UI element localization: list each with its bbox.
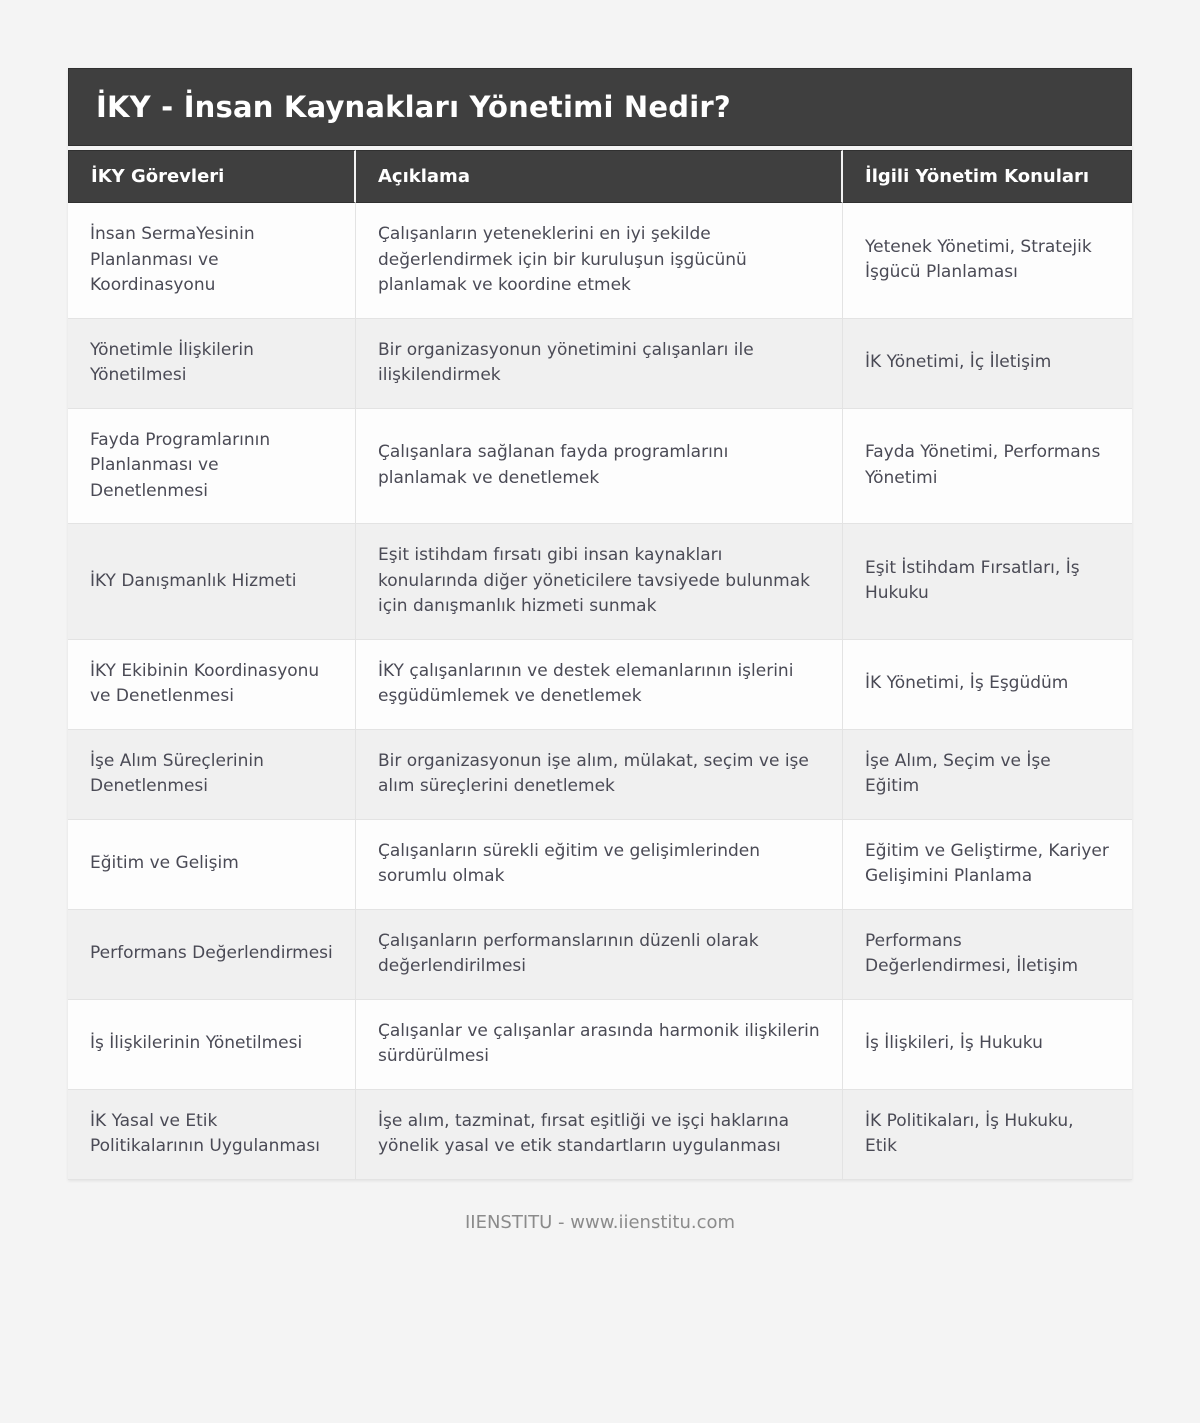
task-cell: İK Yasal ve Etik Politikalarının Uygulanması [68, 1090, 356, 1180]
description-cell: Eşit istihdam fırsatı gibi insan kaynakları konularında diğer yöneticilere tavsiyede bulunmak için danışmanlık hizmeti sunmak [356, 524, 843, 640]
description-cell: İKY çalışanlarının ve destek elemanlarının işlerini eşgüdümlemek ve denetlemek [356, 640, 843, 730]
description-cell: Çalışanlar ve çalışanlar arasında harmonik ilişkilerin sürdürülmesi [356, 1000, 843, 1090]
topics-cell: İş İlişkileri, İş Hukuku [843, 1000, 1132, 1090]
description-cell: Çalışanların yeteneklerini en iyi şekilde değerlendirmek için bir kuruluşun işgücünü planlamak ve koordine etmek [356, 203, 843, 319]
table-row [68, 203, 1132, 319]
topics-cell: İşe Alım, Seçim ve İşe Eğitim [843, 730, 1132, 820]
table-row [68, 820, 1132, 910]
hr-info-card [68, 68, 1132, 1180]
hr-duties-table [68, 150, 1132, 1180]
table-row [68, 640, 1132, 730]
table-body [68, 203, 1132, 1180]
description-cell: Bir organizasyonun yönetimini çalışanları ile ilişkilendirmek [356, 319, 843, 409]
task-cell: Performans Değerlendirmesi [68, 910, 356, 1000]
column-header-description: Açıklama [356, 150, 843, 203]
task-cell: Eğitim ve Gelişim [68, 820, 356, 910]
task-cell: İşe Alım Süreçlerinin Denetlenmesi [68, 730, 356, 820]
description-cell: İşe alım, tazminat, fırsat eşitliği ve işçi haklarına yönelik yasal ve etik standartların uygulanması [356, 1090, 843, 1180]
task-cell: İKY Ekibinin Koordinasyonu ve Denetlenmesi [68, 640, 356, 730]
topics-cell: Performans Değerlendirmesi, İletişim [843, 910, 1132, 1000]
description-cell: Çalışanlara sağlanan fayda programlarını planlamak ve denetlemek [356, 409, 843, 525]
topics-cell: İK Yönetimi, İş Eşgüdüm [843, 640, 1132, 730]
topics-cell: İK Politikaları, İş Hukuku, Etik [843, 1090, 1132, 1180]
header-row [68, 150, 1132, 203]
table-row [68, 409, 1132, 525]
table-row [68, 1000, 1132, 1090]
column-header-topics: İlgili Yönetim Konuları [843, 150, 1132, 203]
table-row [68, 319, 1132, 409]
table-row [68, 1090, 1132, 1180]
task-cell: İnsan SermaYesinin Planlanması ve Koordinasyonu [68, 203, 356, 319]
table-row [68, 524, 1132, 640]
topics-cell: Eğitim ve Geliştirme, Kariyer Gelişimini Planlama [843, 820, 1132, 910]
topics-cell: Yetenek Yönetimi, Stratejik İşgücü Planlaması [843, 203, 1132, 319]
table-header [68, 150, 1132, 203]
topics-cell: Fayda Yönetimi, Performans Yönetimi [843, 409, 1132, 525]
topics-cell: Eşit İstihdam Fırsatları, İş Hukuku [843, 524, 1132, 640]
description-cell: Bir organizasyonun işe alım, mülakat, seçim ve işe alım süreçlerini denetlemek [356, 730, 843, 820]
page-title: İKY - İnsan Kaynakları Yönetimi Nedir? [68, 68, 1132, 146]
table-row [68, 730, 1132, 820]
footer-credit: IIENSTITU - www.iienstitu.com [464, 1211, 736, 1233]
description-cell: Çalışanların sürekli eğitim ve gelişimlerinden sorumlu olmak [356, 820, 843, 910]
task-cell: İş İlişkilerinin Yönetilmesi [68, 1000, 356, 1090]
description-cell: Çalışanların performanslarının düzenli olarak değerlendirilmesi [356, 910, 843, 1000]
column-header-duties: İKY Görevleri [68, 150, 356, 203]
topics-cell: İK Yönetimi, İç İletişim [843, 319, 1132, 409]
table-row [68, 910, 1132, 1000]
task-cell: İKY Danışmanlık Hizmeti [68, 524, 356, 640]
task-cell: Yönetimle İlişkilerin Yönetilmesi [68, 319, 356, 409]
task-cell: Fayda Programlarının Planlanması ve Denetlenmesi [68, 409, 356, 525]
